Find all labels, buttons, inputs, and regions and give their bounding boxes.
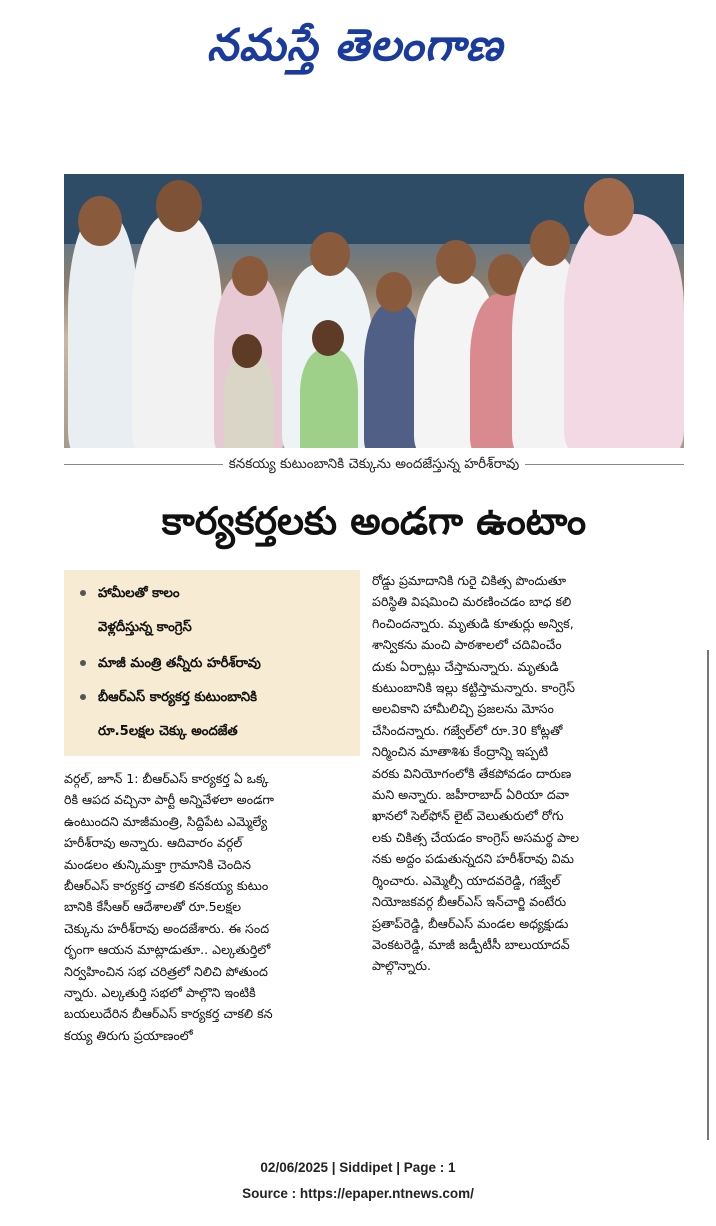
bullet-icon [80, 660, 86, 666]
highlight-item: బీఆర్‌ఎస్ కార్యకర్త కుటుంబానికి [80, 688, 257, 708]
bullet-icon [80, 694, 86, 700]
bullet-icon [80, 590, 86, 596]
highlight-item: మాజీ మంత్రి తన్నీరు హరీశ్‌రావు [80, 654, 261, 674]
highlight-item: రూ.5లక్షల చెక్కు అందజేత [98, 724, 238, 739]
article-column-1: వర్గల్, జూన్ 1: బీఆర్‌ఎస్ కార్యకర్త ఏ ఒక్క రికి ఆపద వచ్చినా పార్టీ అన్నివేళలా అండగా ఉంటుందని మాజీమంత్రి, సిద్దిపేట ఎమ్మెల్యే హరీశ్‌రావు అన్నారు. ఆదివారం వర్గల్ మండలం తున్కిమక్తా గ్రామానికి చెందిన బీఆర్‌ఎస్ కార్యకర్త చాకలి కనకయ్య కుటుం బానికి కేసీఆర్ ఆదేశాలతో రూ.5లక్షల చెక్కును హరీశ్‌రావు అందజేశారు. ఈ సంద ర్భంగా ఆయన మాట్లాడుతూ.. ఎల్కతుర్తిలో నిర్వహించిన సభ చరిత్రలో నిలిచి పోతుంద న్నారు. ఎల్కతుర్తి సభలో పాల్గొని ఇంటికి బయలుదేరిన బీఆర్‌ఎస్ కార్యకర్త చాకలి కన కయ్య తిరుగు ప్రయాణంలో [64, 771, 274, 1043]
highlight-item: హామీలతో కాలం [80, 584, 180, 604]
highlights-box [64, 570, 360, 756]
headline: కార్యకర్తలకు అండగా ఉంటాం [161, 499, 587, 543]
photo-caption: కనకయ్య కుటుంబానికి చెక్కును అందజేస్తున్న హరీశ్‌రావు [64, 452, 684, 476]
page-edge-rule [707, 650, 709, 1140]
article-column-2: రోడ్డు ప్రమాదానికి గురై చికిత్స పొందుతూ పరిస్థితి విషమించి మరణించడం బాధ కలి గించిందన్నారు. మృతుడి కూతుర్లు అన్విక, శాన్వికను మంచి పాఠశాలలో చదివించేం దుకు ఏర్పాట్లు చేస్తామన్నారు. మృతుడి కుటుంబానికి ఇల్లు కట్టిస్తామన్నారు. కాంగ్రెస్ అలవికాని హామీలిచ్చి ప్రజలను మోసం చేసిందన్నారు. గజ్వేల్‌లో రూ.30 కోట్లతో నిర్మించిన మాతాశిశు కేంద్రాన్ని ఇప్పటి వరకు వినియోగంలోకి తేకపోవడం దారుణ మని అన్నారు. జహీరాబాద్ ఏరియా దవా ఖానలో సెల్‌ఫోన్ లైట్ వెలుతురులో రోగు లకు చికిత్స చేయడం కాంగ్రెస్ అసమర్థ పాల నకు అద్దం పడుతున్నదని హరీశ్‌రావు విమ ర్శించారు. ఎమ్మెల్సీ యాదవరెడ్డి, గజ్వేల్ నియోజకవర్గ బీఆర్‌ఎస్ ఇన్‌చార్జి వంటేరు ప్రతాప్‌రెడ్డి, బీఆర్‌ఎస్ మండల అధ్యక్షుడు వెంకటరెడ్డి, మాజీ జడ్పీటీసీ బాలుయాదవ్ పాల్గొన్నారు. [372, 573, 579, 974]
footer-date-page: 02/06/2025 | Siddipet | Page : 1 [260, 1160, 456, 1175]
highlight-item: వెళ్లదీస్తున్న కాంగ్రెస్ [98, 620, 192, 635]
news-photo [64, 174, 684, 448]
masthead-logo: నమస్తే తెలంగాణ [206, 20, 504, 71]
footer-source-link[interactable]: Source : https://epaper.ntnews.com/ [242, 1186, 474, 1201]
